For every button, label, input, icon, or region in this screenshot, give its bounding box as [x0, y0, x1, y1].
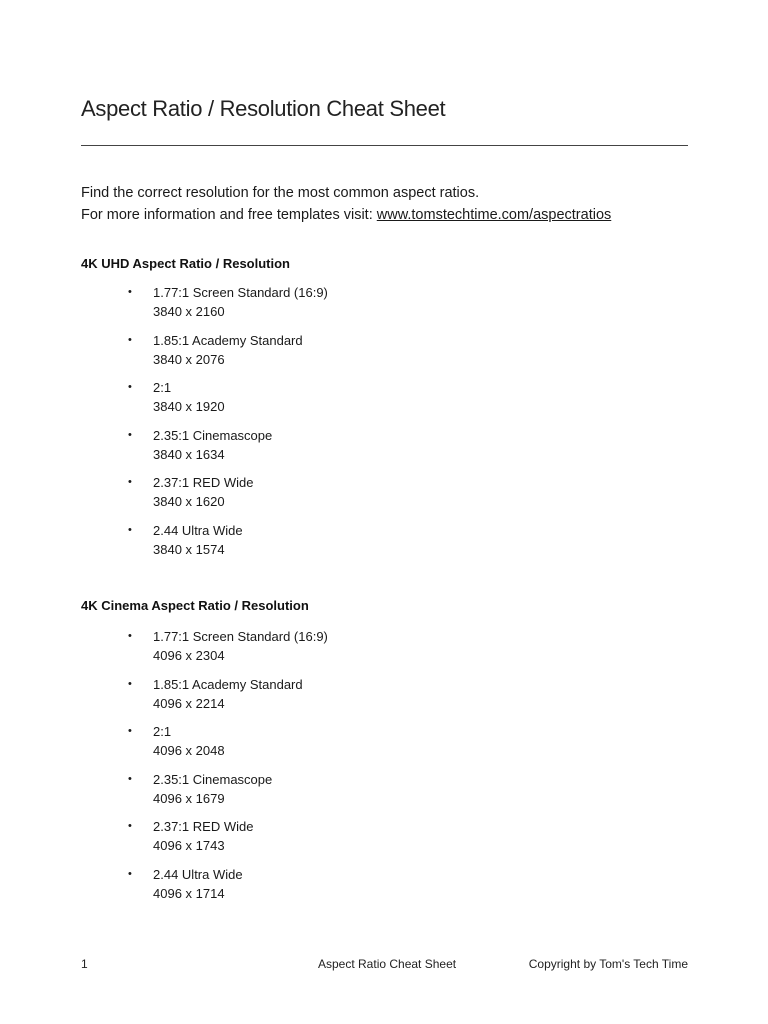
intro-line-2 — [81, 204, 611, 226]
bullet-icon: • — [128, 867, 132, 880]
aspect-ratio-label: 2:1 — [153, 380, 172, 396]
aspect-ratio-label: 1.77:1 Screen Standard (16:9) — [153, 285, 328, 300]
resolution-value: 3840 x 1634 — [153, 446, 225, 462]
aspect-ratio-label: 2.44 Ultra Wide — [153, 522, 243, 538]
footer-page-number: 1 — [81, 957, 88, 971]
bullet-icon: • — [128, 820, 132, 833]
aspect-ratio-label: 2.37:1 RED Wide — [153, 819, 254, 835]
bullet-icon: • — [128, 725, 132, 738]
bullet-icon: • — [128, 286, 132, 298]
bullet-icon: • — [128, 772, 132, 785]
resolution-value: 4096 x 2048 — [153, 743, 225, 759]
resolution-value: 4096 x 2214 — [153, 695, 225, 711]
resolution-value: 3840 x 2160 — [153, 304, 225, 319]
aspect-ratios-link[interactable]: www.tomstechtime.com/aspectratios — [376, 207, 612, 223]
bullet-icon: • — [128, 333, 132, 346]
bullet-icon: • — [128, 476, 132, 489]
bullet-icon: • — [128, 523, 132, 536]
bullet-icon: • — [128, 428, 132, 441]
bullet-icon: • — [128, 630, 132, 642]
resolution-value: 4096 x 1679 — [153, 790, 225, 806]
footer-copyright: Copyright by Tom's Tech Time — [528, 957, 688, 971]
section-heading-4k-uhd: 4K UHD Aspect Ratio / Resolution — [81, 256, 290, 271]
intro-paragraph — [81, 182, 611, 226]
footer-document-title: Aspect Ratio Cheat Sheet — [318, 957, 457, 971]
aspect-ratio-label: 2.35:1 Cinemascope — [153, 427, 273, 443]
page-title: Aspect Ratio / Resolution Cheat Sheet — [81, 96, 446, 121]
resolution-value: 3840 x 2076 — [153, 351, 225, 367]
aspect-ratio-label: 1.77:1 Screen Standard (16:9) — [153, 629, 328, 644]
aspect-ratio-label: 1.85:1 Academy Standard — [153, 676, 303, 692]
resolution-value: 3840 x 1920 — [153, 399, 225, 415]
aspect-ratio-label: 1.85:1 Academy Standard — [153, 332, 303, 348]
resolution-value: 4096 x 1743 — [153, 838, 225, 854]
bullet-icon: • — [128, 381, 132, 394]
resolution-value: 3840 x 1620 — [153, 494, 225, 510]
resolution-value: 4096 x 2304 — [153, 648, 225, 663]
title-divider — [81, 145, 688, 146]
intro-line-1: Find the correct resolution for the most common aspect ratios. — [81, 185, 480, 201]
resolution-value: 3840 x 1574 — [153, 541, 225, 557]
resolution-value: 4096 x 1714 — [153, 885, 225, 901]
aspect-ratio-label: 2.35:1 Cinemascope — [153, 771, 273, 787]
intro-line-2-prefix: For more information and free templates visit: — [81, 207, 377, 223]
aspect-ratio-label: 2.44 Ultra Wide — [153, 866, 243, 882]
bullet-icon: • — [128, 677, 132, 690]
section-heading-4k-cinema: 4K Cinema Aspect Ratio / Resolution — [81, 598, 309, 613]
aspect-ratio-label: 2.37:1 RED Wide — [153, 475, 254, 491]
aspect-ratio-label: 2:1 — [153, 724, 172, 740]
